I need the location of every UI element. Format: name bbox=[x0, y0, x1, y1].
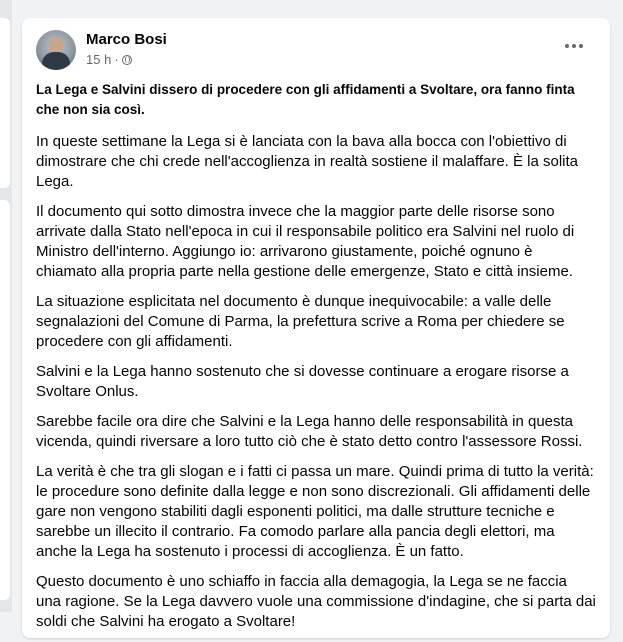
globe-icon[interactable] bbox=[122, 55, 132, 65]
avatar-body-shape bbox=[42, 52, 70, 70]
meta-separator: · bbox=[114, 52, 119, 67]
post-timestamp[interactable]: 15 h bbox=[86, 52, 112, 67]
more-options-button[interactable] bbox=[558, 34, 590, 58]
post-paragraph: La verità è che tra gli slogan e i fatti ci passa un mare. Quindi prima di tutto la verità: le procedure sono definite dalla legge e non sono discrezionali. Gli affidamenti delle gare non vengono stabiliti dagli esponenti politici, ma dalle strutture tecniche e sarebbe un illecito il contrario. Fa comodo parlare alla pancia degli elettori, ma anche la Lega ha sostenuto i processi di accoglienza. È un fatto. bbox=[36, 463, 594, 560]
post-paragraph: Sarebbe facile ora dire che Salvini e la Lega hanno delle responsabilità in questa vicenda, quindi riversare a loro tutto ciò che è stato detto contro l'assessore Rossi. bbox=[36, 413, 583, 450]
post-paragraph: In queste settimane la Lega si è lanciata con la bava alla bocca con l'obiettivo di dimostrare che chi crede nell'accoglienza in realtà sostiene il malaffare. È la solita Lega. bbox=[36, 133, 579, 190]
post-paragraph: Il documento qui sotto dimostra invece che la maggior parte delle risorse sono arrivate dalla Stato nell'epoca in cui il responsabile politico era Salvini nel ruolo di Ministro dell'interno. Aggiungo io: arrivarono giustamente, poiché ognuno è chiamato alla propria parte nella gestione delle emergenze, Stato e città insieme. bbox=[36, 203, 575, 280]
more-horizontal-icon bbox=[565, 44, 569, 48]
avatar[interactable] bbox=[36, 30, 76, 70]
author-name[interactable]: Marco Bosi bbox=[86, 31, 167, 48]
post-meta bbox=[86, 52, 132, 67]
left-column-card bbox=[0, 200, 10, 600]
post-paragraph: Salvini e la Lega hanno sostenuto che si dovesse continuare a erogare risorse a Svoltare Onlus. bbox=[36, 363, 569, 400]
post-paragraph: Questo documento è uno schiaffo in faccia alla demagogia, la Lega se ne faccia una ragione. Se la Lega davvero vuole una commissione d'indagine, che si parta dai soldi che Salvini ha erogato a Svoltare! bbox=[36, 573, 596, 630]
avatar-head-shape bbox=[49, 37, 63, 53]
post-paragraph: La situazione esplicitata nel documento è dunque inequivocabile: a valle delle segnalazioni del Comune di Parma, la prefettura scrive a Roma per chiedere se procedere con gli affidamenti. bbox=[36, 293, 565, 350]
more-horizontal-icon bbox=[572, 44, 576, 48]
left-column-card bbox=[0, 18, 10, 188]
post-header bbox=[36, 30, 596, 74]
post-headline: La Lega e Salvini dissero di procedere con gli affidamenti a Svoltare, ora fanno finta che non sia così. bbox=[36, 82, 575, 117]
post-text bbox=[36, 80, 596, 642]
post-card bbox=[22, 18, 610, 638]
more-horizontal-icon bbox=[579, 44, 583, 48]
